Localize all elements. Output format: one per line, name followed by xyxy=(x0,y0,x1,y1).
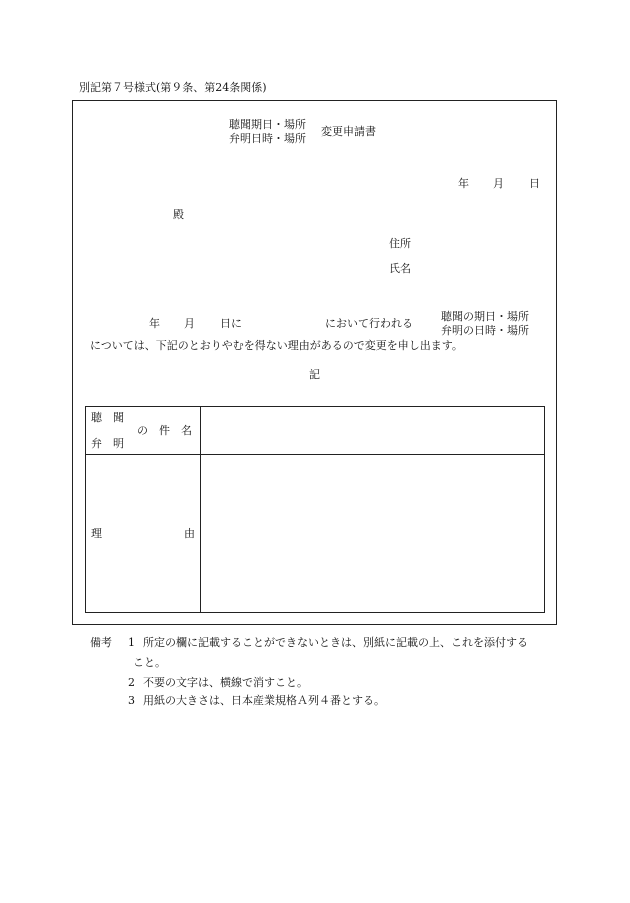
name-label: 氏名 xyxy=(389,262,411,275)
details-table xyxy=(85,406,545,613)
title-option-explanation: 弁明日時・場所 xyxy=(229,132,306,145)
ki-heading: 記 xyxy=(309,368,320,381)
note-1-text: 所定の欄に記載することができないときは、別紙に記載の上、これを添付する xyxy=(143,636,528,649)
case-name-label-suffix: の 件 名 xyxy=(137,424,192,437)
table-column-divider xyxy=(200,407,201,612)
table-row-divider xyxy=(86,454,544,455)
note-2-number: 2 xyxy=(128,676,135,689)
body-held-at: において行われる xyxy=(325,317,413,330)
date-day: 日 xyxy=(529,177,540,190)
note-3-text: 用紙の大きさは、日本産業規格Ａ列４番とする。 xyxy=(143,694,385,707)
address-label: 住所 xyxy=(389,237,411,250)
note-2-text: 不要の文字は、横線で消すこと。 xyxy=(143,676,308,689)
case-name-label-explanation: 弁 明 xyxy=(91,437,124,450)
notes-heading: 備考 xyxy=(90,636,112,649)
note-3-number: 3 xyxy=(128,694,135,707)
body-continuation: については、下記のとおりやむを得ない理由があるので変更を申し出ます。 xyxy=(90,339,463,352)
reason-label-left: 理 xyxy=(91,527,102,540)
form-label: 別記第７号様式(第９条、第24条関係) xyxy=(79,81,267,94)
date-year: 年 xyxy=(458,177,469,190)
body-month: 月 xyxy=(184,317,195,330)
note-1-text-continued: こと。 xyxy=(133,656,166,669)
note-1-number: 1 xyxy=(128,636,135,649)
title-suffix: 変更申請書 xyxy=(321,125,376,138)
body-day: 日に xyxy=(220,317,242,330)
body-option-explanation: 弁明の日時・場所 xyxy=(441,324,529,337)
date-month: 月 xyxy=(493,177,504,190)
title-option-hearing: 聴聞期日・場所 xyxy=(229,118,306,131)
body-option-hearing: 聴聞の期日・場所 xyxy=(441,310,529,323)
case-name-label-hearing: 聴 聞 xyxy=(91,411,124,424)
body-year: 年 xyxy=(149,317,160,330)
addressee-suffix: 殿 xyxy=(173,208,184,221)
reason-label-right: 由 xyxy=(184,527,195,540)
